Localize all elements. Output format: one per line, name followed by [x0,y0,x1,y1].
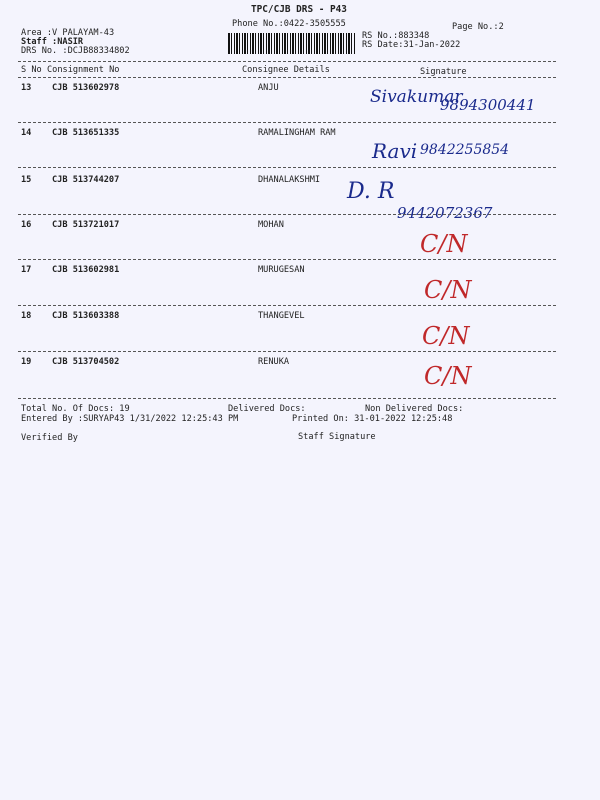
rs-date: RS Date:31-Jan-2022 [362,40,461,50]
row-consignment: CJB 513651335 [52,128,120,138]
svg-text:D. R: D. R [347,179,395,204]
rs-number: RS No.:883348 [362,31,430,41]
row-consignment: CJB 513721017 [52,220,120,230]
document-title: TPC/CJB DRS - P43 [251,4,347,15]
row-sno: 14 [21,128,32,138]
row-sno: 19 [21,357,32,367]
row-consignment: CJB 513602978 [52,83,120,93]
svg-text:9842255854: 9842255854 [420,142,510,158]
column-consignment: Consignment No [47,65,120,75]
svg-text:Sivakumar: Sivakumar [370,87,463,107]
phone-number: Phone No.:0422-3505555 [232,19,346,29]
svg-text:C/N: C/N [422,322,470,350]
barcode [228,33,355,54]
header-rule [18,61,556,62]
row-consignee: ANJU [258,83,279,93]
area-label: Area :V PALAYAM-43 [21,28,115,38]
row-divider [18,167,556,168]
verified-by: Verified By [21,433,78,443]
footer-rule [18,398,556,399]
row-divider [18,122,556,123]
delivered-docs: Delivered Docs: [228,404,306,414]
svg-text:9442072367: 9442072367 [397,204,493,222]
total-docs: Total No. Of Docs: 19 [21,404,130,414]
row-divider [18,214,556,215]
row-consignee: DHANALAKSHMI [258,175,321,185]
row-sno: 15 [21,175,32,185]
column-sno: S No [21,65,42,75]
entered-by: Entered By :SURYAP43 1/31/2022 12:25:43 PM [21,414,239,424]
handwritten-signature [422,358,502,392]
row-consignment: CJB 513602981 [52,265,120,275]
header-rule-bottom [18,77,556,78]
row-divider [18,305,556,306]
row-consignment: CJB 513744207 [52,175,120,185]
staff-label: Staff :NASIR [21,37,84,47]
non-delivered-docs: Non Delivered Docs: [365,404,464,414]
row-divider [18,351,556,352]
svg-text:9894300441: 9894300441 [440,96,536,114]
printed-on: Printed On: 31-01-2022 12:25:48 [292,414,453,424]
row-consignee: RAMALINGHAM RAM [258,128,336,138]
handwritten-signature [420,318,500,352]
row-consignment: CJB 513603388 [52,311,120,321]
svg-text:C/N: C/N [424,362,472,390]
row-consignee: MOHAN [258,220,284,230]
row-sno: 18 [21,311,32,321]
drs-number: DRS No. :DCJB88334802 [21,46,130,56]
staff-signature: Staff Signature [298,432,376,442]
row-sno: 17 [21,265,32,275]
row-consignee: MURUGESAN [258,265,305,275]
row-sno: 16 [21,220,32,230]
handwritten-signature [370,132,530,168]
handwritten-signature [418,226,498,260]
row-consignee: THANGEVEL [258,311,305,321]
svg-text:C/N: C/N [424,276,472,304]
handwritten-signature [422,272,502,306]
column-consignee: Consignee Details [242,65,330,75]
row-consignee: RENUKA [258,357,290,367]
column-signature: Signature [420,67,467,77]
row-divider [18,259,556,260]
row-consignment: CJB 513704502 [52,357,120,367]
page-number: Page No.:2 [452,22,504,32]
handwritten-signature [368,80,558,122]
svg-text:C/N: C/N [420,230,468,258]
row-sno: 13 [21,83,32,93]
svg-text:Ravi: Ravi [372,139,418,163]
